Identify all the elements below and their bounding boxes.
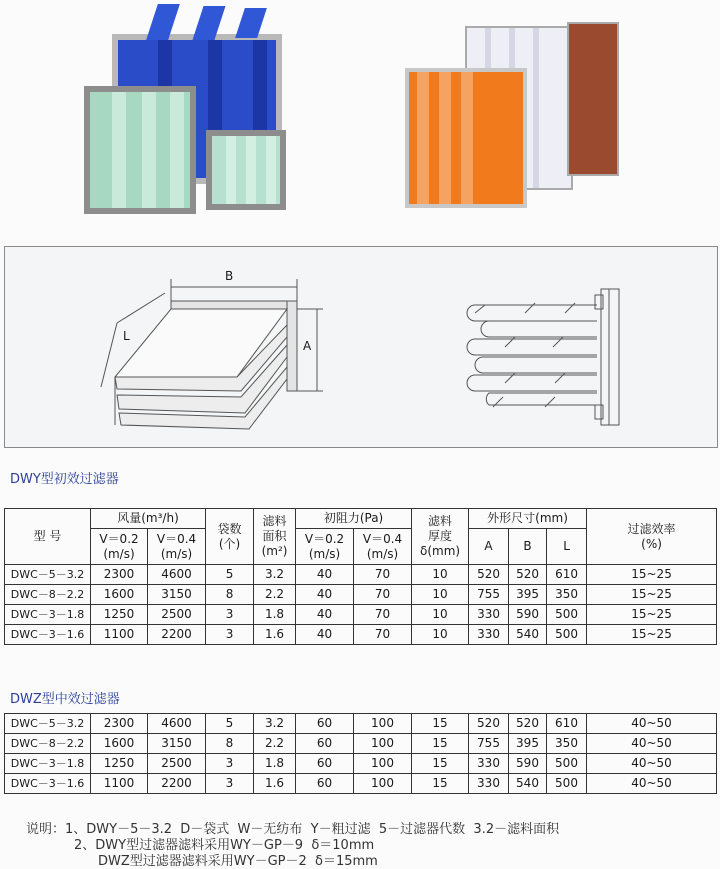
header-efficiency-line1: 过滤效率 bbox=[627, 521, 676, 536]
table-cell: 4600 bbox=[148, 714, 206, 734]
table-cell: 540 bbox=[509, 625, 547, 645]
note-line-1: 说明：1、DWY－5－3.2 D－袋式 W－无纺布 Y－粗过滤 5－过滤器代数 3.2－滤料面积 bbox=[26, 822, 560, 837]
header-airflow-v1-line2: (m/s) bbox=[103, 546, 135, 561]
orange-bag-filter bbox=[405, 68, 527, 208]
table-cell: 500 bbox=[547, 605, 587, 625]
table-row bbox=[5, 605, 717, 625]
table-cell: 70 bbox=[354, 625, 412, 645]
header-model: 型 号 bbox=[5, 509, 91, 565]
header-efficiency bbox=[587, 509, 717, 565]
table-cell: 40 bbox=[296, 625, 354, 645]
table-row bbox=[5, 714, 717, 734]
header-resistance-v1 bbox=[296, 529, 354, 565]
table-cell: 3 bbox=[206, 774, 254, 794]
header-area bbox=[254, 509, 296, 565]
table-cell: 3150 bbox=[148, 585, 206, 605]
header-resistance: 初阻力(Pa) bbox=[296, 509, 412, 529]
table-cell: 15~25 bbox=[587, 625, 717, 645]
dimension-label-a: A bbox=[303, 339, 312, 353]
table-cell: 4600 bbox=[148, 565, 206, 585]
table-cell: 610 bbox=[547, 714, 587, 734]
product-photo-left bbox=[80, 4, 290, 214]
table-cell: 500 bbox=[547, 625, 587, 645]
table-cell: 395 bbox=[509, 585, 547, 605]
table-cell: 1.6 bbox=[254, 774, 296, 794]
model-cell: DWC－3－1.8 bbox=[5, 754, 91, 774]
table-cell: 15~25 bbox=[587, 585, 717, 605]
table-cell: 5 bbox=[206, 565, 254, 585]
table-cell: 40 bbox=[296, 585, 354, 605]
table-cell: 590 bbox=[509, 754, 547, 774]
table-cell: 40~50 bbox=[587, 754, 717, 774]
table-cell: 2500 bbox=[148, 605, 206, 625]
header-airflow-v1-line1: V＝0.2 bbox=[99, 531, 139, 546]
model-cell: DWC－8－2.2 bbox=[5, 734, 91, 754]
table-cell: 40~50 bbox=[587, 714, 717, 734]
table-cell: 2200 bbox=[148, 625, 206, 645]
table-cell: 2500 bbox=[148, 754, 206, 774]
table2-body bbox=[5, 714, 717, 794]
brown-filter-side bbox=[567, 22, 619, 176]
table-cell: 1100 bbox=[91, 774, 148, 794]
header-resistance-v1-line2: (m/s) bbox=[308, 546, 341, 561]
table-cell: 330 bbox=[469, 605, 509, 625]
table-cell: 60 bbox=[296, 774, 354, 794]
dimension-label-l: L bbox=[123, 329, 130, 343]
header-thickness-line1: 滤料 bbox=[428, 514, 453, 528]
table-cell: 40~50 bbox=[587, 734, 717, 754]
table-cell: 500 bbox=[547, 774, 587, 794]
header-airflow-v2-line1: V＝0.4 bbox=[156, 531, 197, 546]
table-cell: 2300 bbox=[91, 714, 148, 734]
table2-title: DWZ型中效过滤器 bbox=[10, 692, 120, 707]
table-cell: 520 bbox=[469, 565, 509, 585]
table-cell: 10 bbox=[412, 585, 469, 605]
table-cell: 1.8 bbox=[254, 754, 296, 774]
header-airflow-v2 bbox=[148, 529, 206, 565]
dwz-spec-table bbox=[4, 713, 717, 794]
table-cell: 8 bbox=[206, 734, 254, 754]
header-dim-b: B bbox=[509, 529, 547, 565]
table-cell: 2200 bbox=[148, 774, 206, 794]
model-cell: DWC－5－3.2 bbox=[5, 714, 91, 734]
table-cell: 8 bbox=[206, 585, 254, 605]
table-cell: 3 bbox=[206, 605, 254, 625]
table-cell: 70 bbox=[354, 585, 412, 605]
table-cell: 60 bbox=[296, 734, 354, 754]
model-cell: DWC－3－1.6 bbox=[5, 774, 91, 794]
header-thickness bbox=[412, 509, 469, 565]
header-efficiency-line2: (%) bbox=[641, 536, 662, 551]
product-photo-right bbox=[405, 20, 625, 210]
table-cell: 755 bbox=[469, 585, 509, 605]
model-cell: DWC－3－1.6 bbox=[5, 625, 91, 645]
table-row bbox=[5, 754, 717, 774]
header-resistance-v2 bbox=[354, 529, 412, 565]
header-dim-a: A bbox=[469, 529, 509, 565]
table-cell: 610 bbox=[547, 565, 587, 585]
table-cell: 10 bbox=[412, 605, 469, 625]
header-area-line2: 面积 bbox=[262, 529, 287, 543]
table-cell: 15 bbox=[412, 774, 469, 794]
table-cell: 70 bbox=[354, 565, 412, 585]
table-cell: 70 bbox=[354, 605, 412, 625]
table-cell: 2.2 bbox=[254, 734, 296, 754]
green-bag-filter bbox=[84, 86, 196, 214]
table-row bbox=[5, 625, 717, 645]
table-cell: 350 bbox=[547, 734, 587, 754]
table-cell: 100 bbox=[354, 754, 412, 774]
table-row bbox=[5, 734, 717, 754]
table-cell: 3.2 bbox=[254, 565, 296, 585]
table1-body bbox=[5, 565, 717, 645]
table-cell: 15~25 bbox=[587, 565, 717, 585]
header-dimensions: 外形尺寸(mm) bbox=[469, 509, 587, 529]
table-cell: 500 bbox=[547, 754, 587, 774]
header-thickness-line3: δ(mm) bbox=[419, 544, 461, 558]
dimension-diagram bbox=[4, 246, 718, 448]
dwy-spec-table bbox=[4, 508, 717, 645]
header-thickness-line2: 厚度 bbox=[428, 529, 453, 543]
table-cell: 590 bbox=[509, 605, 547, 625]
table-cell: 540 bbox=[509, 774, 547, 794]
header-area-line1: 滤料 bbox=[262, 514, 287, 528]
table-cell: 520 bbox=[509, 714, 547, 734]
table-row bbox=[5, 774, 717, 794]
table-cell: 100 bbox=[354, 774, 412, 794]
table-cell: 2.2 bbox=[254, 585, 296, 605]
table-cell: 520 bbox=[509, 565, 547, 585]
table-cell: 15~25 bbox=[587, 605, 717, 625]
header-dim-l: L bbox=[547, 529, 587, 565]
model-cell: DWC－8－2.2 bbox=[5, 585, 91, 605]
table-row bbox=[5, 565, 717, 585]
table-cell: 3150 bbox=[148, 734, 206, 754]
header-bags bbox=[206, 509, 254, 565]
table-cell: 3 bbox=[206, 754, 254, 774]
header-resistance-v1-line1: V＝0.2 bbox=[304, 531, 345, 546]
header-resistance-v2-line2: (m/s) bbox=[366, 546, 399, 561]
table-cell: 1600 bbox=[91, 734, 148, 754]
table-cell: 40~50 bbox=[587, 774, 717, 794]
table-cell: 1100 bbox=[91, 625, 148, 645]
table-cell: 100 bbox=[354, 714, 412, 734]
note-line-2: 2、DWY型过滤器滤料采用WY－GP－9 δ＝10mm bbox=[74, 838, 375, 853]
header-airflow: 风量(m³/h) bbox=[91, 509, 206, 529]
table-cell: 5 bbox=[206, 714, 254, 734]
table-cell: 350 bbox=[547, 585, 587, 605]
table-cell: 1250 bbox=[91, 754, 148, 774]
table-cell: 60 bbox=[296, 714, 354, 734]
table-cell: 1600 bbox=[91, 585, 148, 605]
model-cell: DWC－3－1.8 bbox=[5, 605, 91, 625]
header-area-line3: (m²) bbox=[261, 544, 288, 558]
table-cell: 10 bbox=[412, 625, 469, 645]
header-bags-line2: (个) bbox=[218, 536, 241, 551]
dimension-label-b: B bbox=[225, 269, 234, 283]
table-cell: 520 bbox=[469, 714, 509, 734]
note-line-3: DWZ型过滤器滤料采用WY－GP－2 δ＝15mm bbox=[98, 854, 378, 869]
table-cell: 15 bbox=[412, 714, 469, 734]
table-row bbox=[5, 585, 717, 605]
table-cell: 15 bbox=[412, 734, 469, 754]
table-cell: 755 bbox=[469, 734, 509, 754]
table1-title: DWY型初效过滤器 bbox=[10, 472, 119, 487]
table-cell: 3 bbox=[206, 625, 254, 645]
table-cell: 395 bbox=[509, 734, 547, 754]
table-cell: 330 bbox=[469, 625, 509, 645]
table-cell: 1250 bbox=[91, 605, 148, 625]
small-green-bag-filter bbox=[206, 130, 286, 210]
table-cell: 40 bbox=[296, 565, 354, 585]
table-cell: 1.6 bbox=[254, 625, 296, 645]
table-cell: 330 bbox=[469, 774, 509, 794]
diagram-drawing bbox=[5, 247, 717, 447]
header-airflow-v1 bbox=[91, 529, 148, 565]
table-cell: 330 bbox=[469, 754, 509, 774]
table-cell: 10 bbox=[412, 565, 469, 585]
table-cell: 3.2 bbox=[254, 714, 296, 734]
table-cell: 60 bbox=[296, 754, 354, 774]
header-resistance-v2-line1: V＝0.4 bbox=[362, 531, 403, 546]
table-cell: 15 bbox=[412, 754, 469, 774]
model-cell: DWC－5－3.2 bbox=[5, 565, 91, 585]
table-cell: 100 bbox=[354, 734, 412, 754]
header-airflow-v2-line2: (m/s) bbox=[160, 546, 193, 561]
header-bags-line1: 袋数 bbox=[217, 521, 242, 536]
table-cell: 1.8 bbox=[254, 605, 296, 625]
table-cell: 40 bbox=[296, 605, 354, 625]
table-cell: 2300 bbox=[91, 565, 148, 585]
